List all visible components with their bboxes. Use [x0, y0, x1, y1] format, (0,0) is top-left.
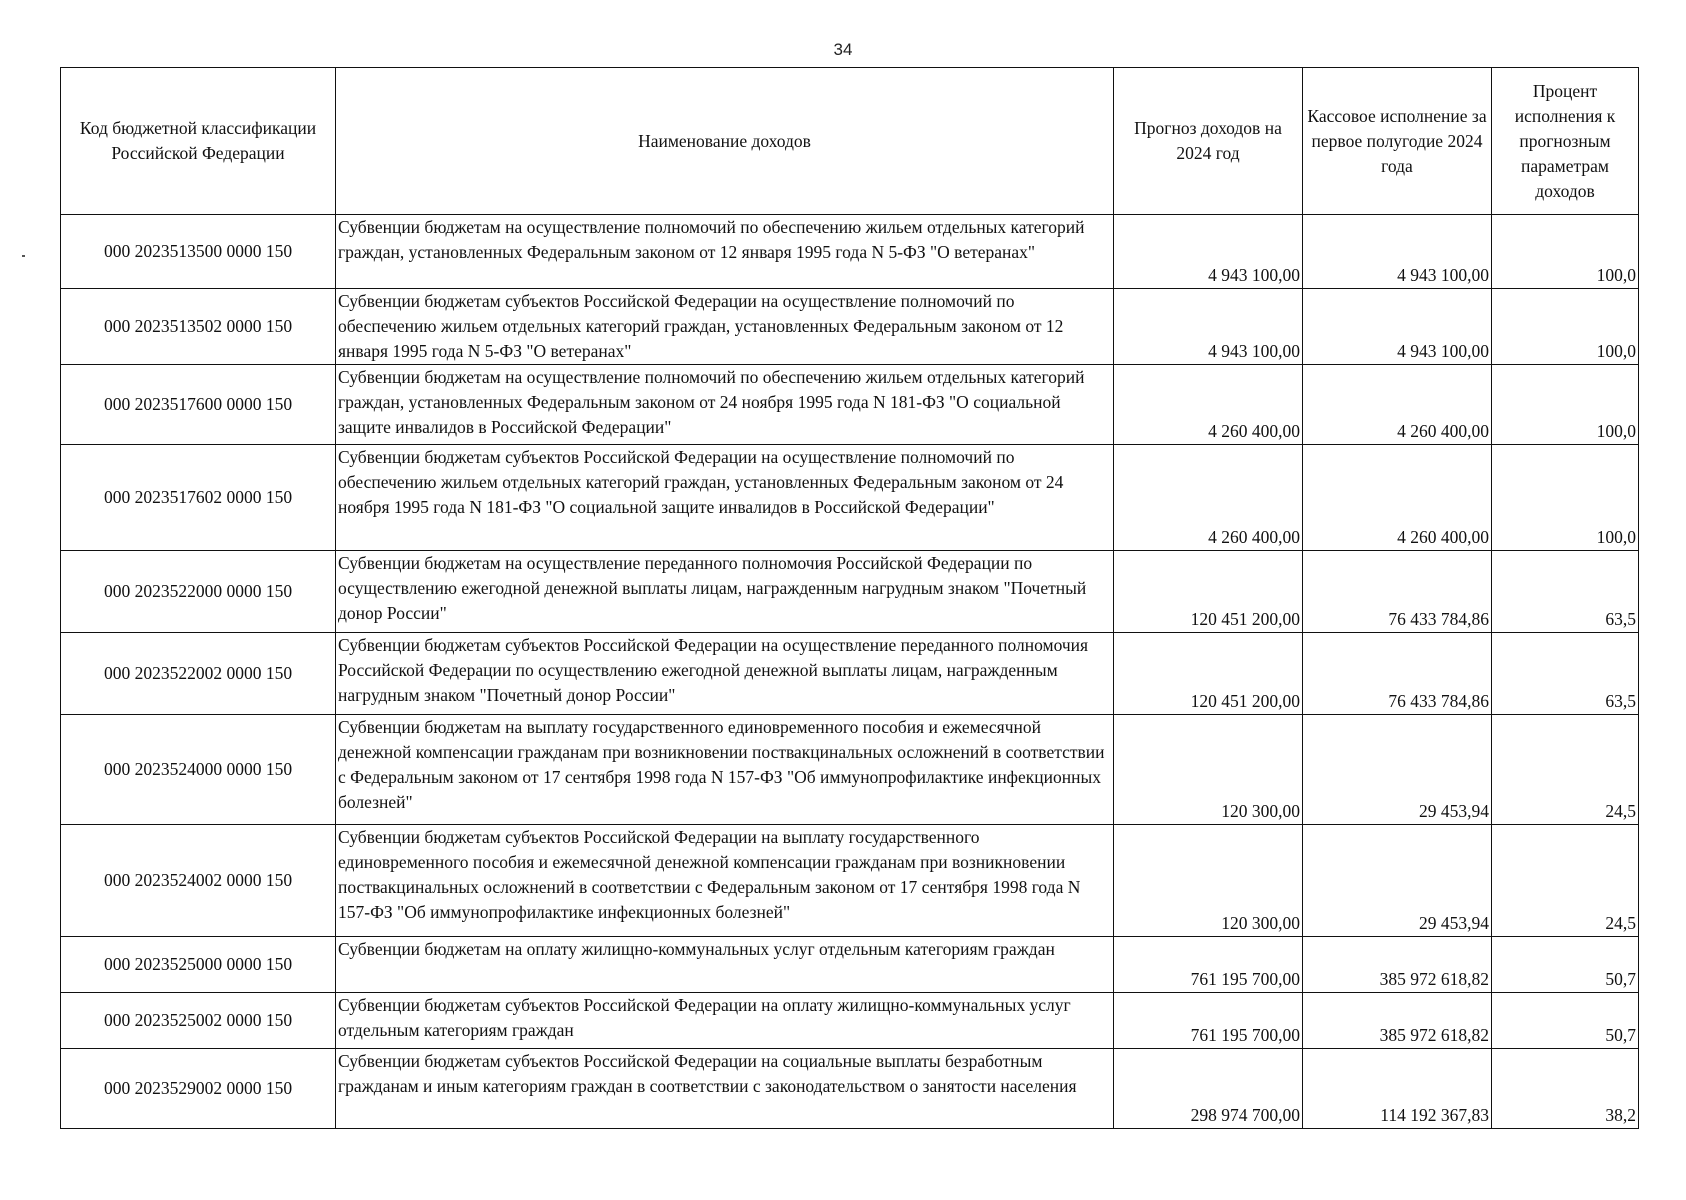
forecast-cell: 120 451 200,00 — [1114, 551, 1303, 633]
budget-code-cell: 000 2023522002 0000 150 — [61, 633, 336, 715]
execution-cell: 76 433 784,86 — [1303, 633, 1492, 715]
execution-cell: 385 972 618,82 — [1303, 937, 1492, 993]
forecast-cell: 4 943 100,00 — [1114, 215, 1303, 289]
budget-code-cell: 000 2023517602 0000 150 — [61, 445, 336, 551]
forecast-cell: 4 260 400,00 — [1114, 365, 1303, 445]
table-row — [61, 289, 1639, 365]
execution-cell: 76 433 784,86 — [1303, 551, 1492, 633]
forecast-cell: 298 974 700,00 — [1114, 1049, 1303, 1129]
revenue-name-cell: Субвенции бюджетам на выплату государственного единовременного пособия и ежемесячной денежной компенсации гражданам при возникновении поствакцинальных осложнений в соответствии с Федеральным законом от 17 сентября 1998 года N 157-ФЗ "Об иммунопрофилактике инфекционных болезней" — [336, 715, 1114, 825]
execution-cell: 29 453,94 — [1303, 825, 1492, 937]
budget-code-cell: 000 2023517600 0000 150 — [61, 365, 336, 445]
forecast-cell: 120 300,00 — [1114, 825, 1303, 937]
table-row — [61, 215, 1639, 289]
execution-cell: 4 260 400,00 — [1303, 445, 1492, 551]
budget-code-cell: 000 2023524002 0000 150 — [61, 825, 336, 937]
execution-cell: 4 943 100,00 — [1303, 215, 1492, 289]
forecast-cell: 761 195 700,00 — [1114, 937, 1303, 993]
margin-mark — [22, 255, 25, 257]
revenue-table — [60, 67, 1639, 1129]
revenue-name-cell: Субвенции бюджетам субъектов Российской Федерации на социальные выплаты безработным гражданам и иным категориям граждан в соответствии с законодательством о занятости населения — [336, 1049, 1114, 1129]
percent-cell: 100,0 — [1492, 365, 1639, 445]
forecast-cell: 761 195 700,00 — [1114, 993, 1303, 1049]
execution-cell: 114 192 367,83 — [1303, 1049, 1492, 1129]
forecast-cell: 4 260 400,00 — [1114, 445, 1303, 551]
budget-code-cell: 000 2023513500 0000 150 — [61, 215, 336, 289]
budget-code-cell: 000 2023525000 0000 150 — [61, 937, 336, 993]
percent-cell: 24,5 — [1492, 715, 1639, 825]
percent-cell: 100,0 — [1492, 289, 1639, 365]
table-row — [61, 825, 1639, 937]
header-budget-code: Код бюджетной классификации Российской Федерации — [61, 68, 336, 215]
percent-cell: 100,0 — [1492, 215, 1639, 289]
revenue-name-cell: Субвенции бюджетам субъектов Российской Федерации на осуществление полномочий по обеспечению жильем отдельных категорий граждан, установленных Федеральным законом от 12 января 1995 года N 5-ФЗ "О ветеранах" — [336, 289, 1114, 365]
table-row — [61, 633, 1639, 715]
budget-code-cell: 000 2023522000 0000 150 — [61, 551, 336, 633]
table-row — [61, 365, 1639, 445]
execution-cell: 385 972 618,82 — [1303, 993, 1492, 1049]
budget-code-cell: 000 2023513502 0000 150 — [61, 289, 336, 365]
revenue-name-cell: Субвенции бюджетам субъектов Российской Федерации на оплату жилищно-коммунальных услуг отдельным категориям граждан — [336, 993, 1114, 1049]
percent-cell: 100,0 — [1492, 445, 1639, 551]
execution-cell: 4 260 400,00 — [1303, 365, 1492, 445]
revenue-name-cell: Субвенции бюджетам на осуществление переданного полномочия Российской Федерации по осуществлению ежегодной денежной выплаты лицам, награжденным нагрудным знаком "Почетный донор России" — [336, 551, 1114, 633]
revenue-name-cell: Субвенции бюджетам на оплату жилищно-коммунальных услуг отдельным категориям граждан — [336, 937, 1114, 993]
table-row — [61, 1049, 1639, 1129]
budget-code-cell: 000 2023529002 0000 150 — [61, 1049, 336, 1129]
execution-cell: 29 453,94 — [1303, 715, 1492, 825]
budget-code-cell: 000 2023525002 0000 150 — [61, 993, 336, 1049]
revenue-name-cell: Субвенции бюджетам на осуществление полномочий по обеспечению жильем отдельных категорий граждан, установленных Федеральным законом от 24 ноября 1995 года N 181-ФЗ "О социальной защите инвалидов в Российской Федерации" — [336, 365, 1114, 445]
percent-cell: 38,2 — [1492, 1049, 1639, 1129]
percent-cell: 50,7 — [1492, 937, 1639, 993]
percent-cell: 50,7 — [1492, 993, 1639, 1049]
forecast-cell: 120 300,00 — [1114, 715, 1303, 825]
revenue-name-cell: Субвенции бюджетам субъектов Российской Федерации на выплату государственного единовременного пособия и ежемесячной денежной компенсации гражданам при возникновении поствакцинальных осложнений в соответствии с Федеральным законом от 17 сентября 1998 года N 157-ФЗ "Об иммунопрофилактике инфекционных болезней" — [336, 825, 1114, 937]
table-header-row — [61, 68, 1639, 215]
revenue-name-cell: Субвенции бюджетам субъектов Российской Федерации на осуществление полномочий по обеспечению жильем отдельных категорий граждан, установленных Федеральным законом от 24 ноября 1995 года N 181-ФЗ "О социальной защите инвалидов в Российской Федерации" — [336, 445, 1114, 551]
forecast-cell: 4 943 100,00 — [1114, 289, 1303, 365]
budget-code-cell: 000 2023524000 0000 150 — [61, 715, 336, 825]
execution-cell: 4 943 100,00 — [1303, 289, 1492, 365]
page-number: 34 — [833, 40, 853, 59]
table-row — [61, 993, 1639, 1049]
table-row — [61, 937, 1639, 993]
table-row — [61, 715, 1639, 825]
forecast-cell: 120 451 200,00 — [1114, 633, 1303, 715]
revenue-name-cell: Субвенции бюджетам на осуществление полномочий по обеспечению жильем отдельных категорий граждан, установленных Федеральным законом от 12 января 1995 года N 5-ФЗ "О ветеранах" — [336, 215, 1114, 289]
table-row — [61, 445, 1639, 551]
percent-cell: 24,5 — [1492, 825, 1639, 937]
table-row — [61, 551, 1639, 633]
percent-cell: 63,5 — [1492, 633, 1639, 715]
header-execution-percent: Процент исполнения к прогнозным параметрам доходов — [1492, 68, 1639, 215]
percent-cell: 63,5 — [1492, 551, 1639, 633]
revenue-name-cell: Субвенции бюджетам субъектов Российской Федерации на осуществление переданного полномочия Российской Федерации по осуществлению ежегодной денежной выплаты лицам, награжденным нагрудным знаком "Почетный донор России" — [336, 633, 1114, 715]
header-cash-execution: Кассовое исполнение за первое полугодие 2024 года — [1303, 68, 1492, 215]
header-revenue-name: Наименование доходов — [336, 68, 1114, 215]
header-forecast: Прогноз доходов на 2024 год — [1114, 68, 1303, 215]
